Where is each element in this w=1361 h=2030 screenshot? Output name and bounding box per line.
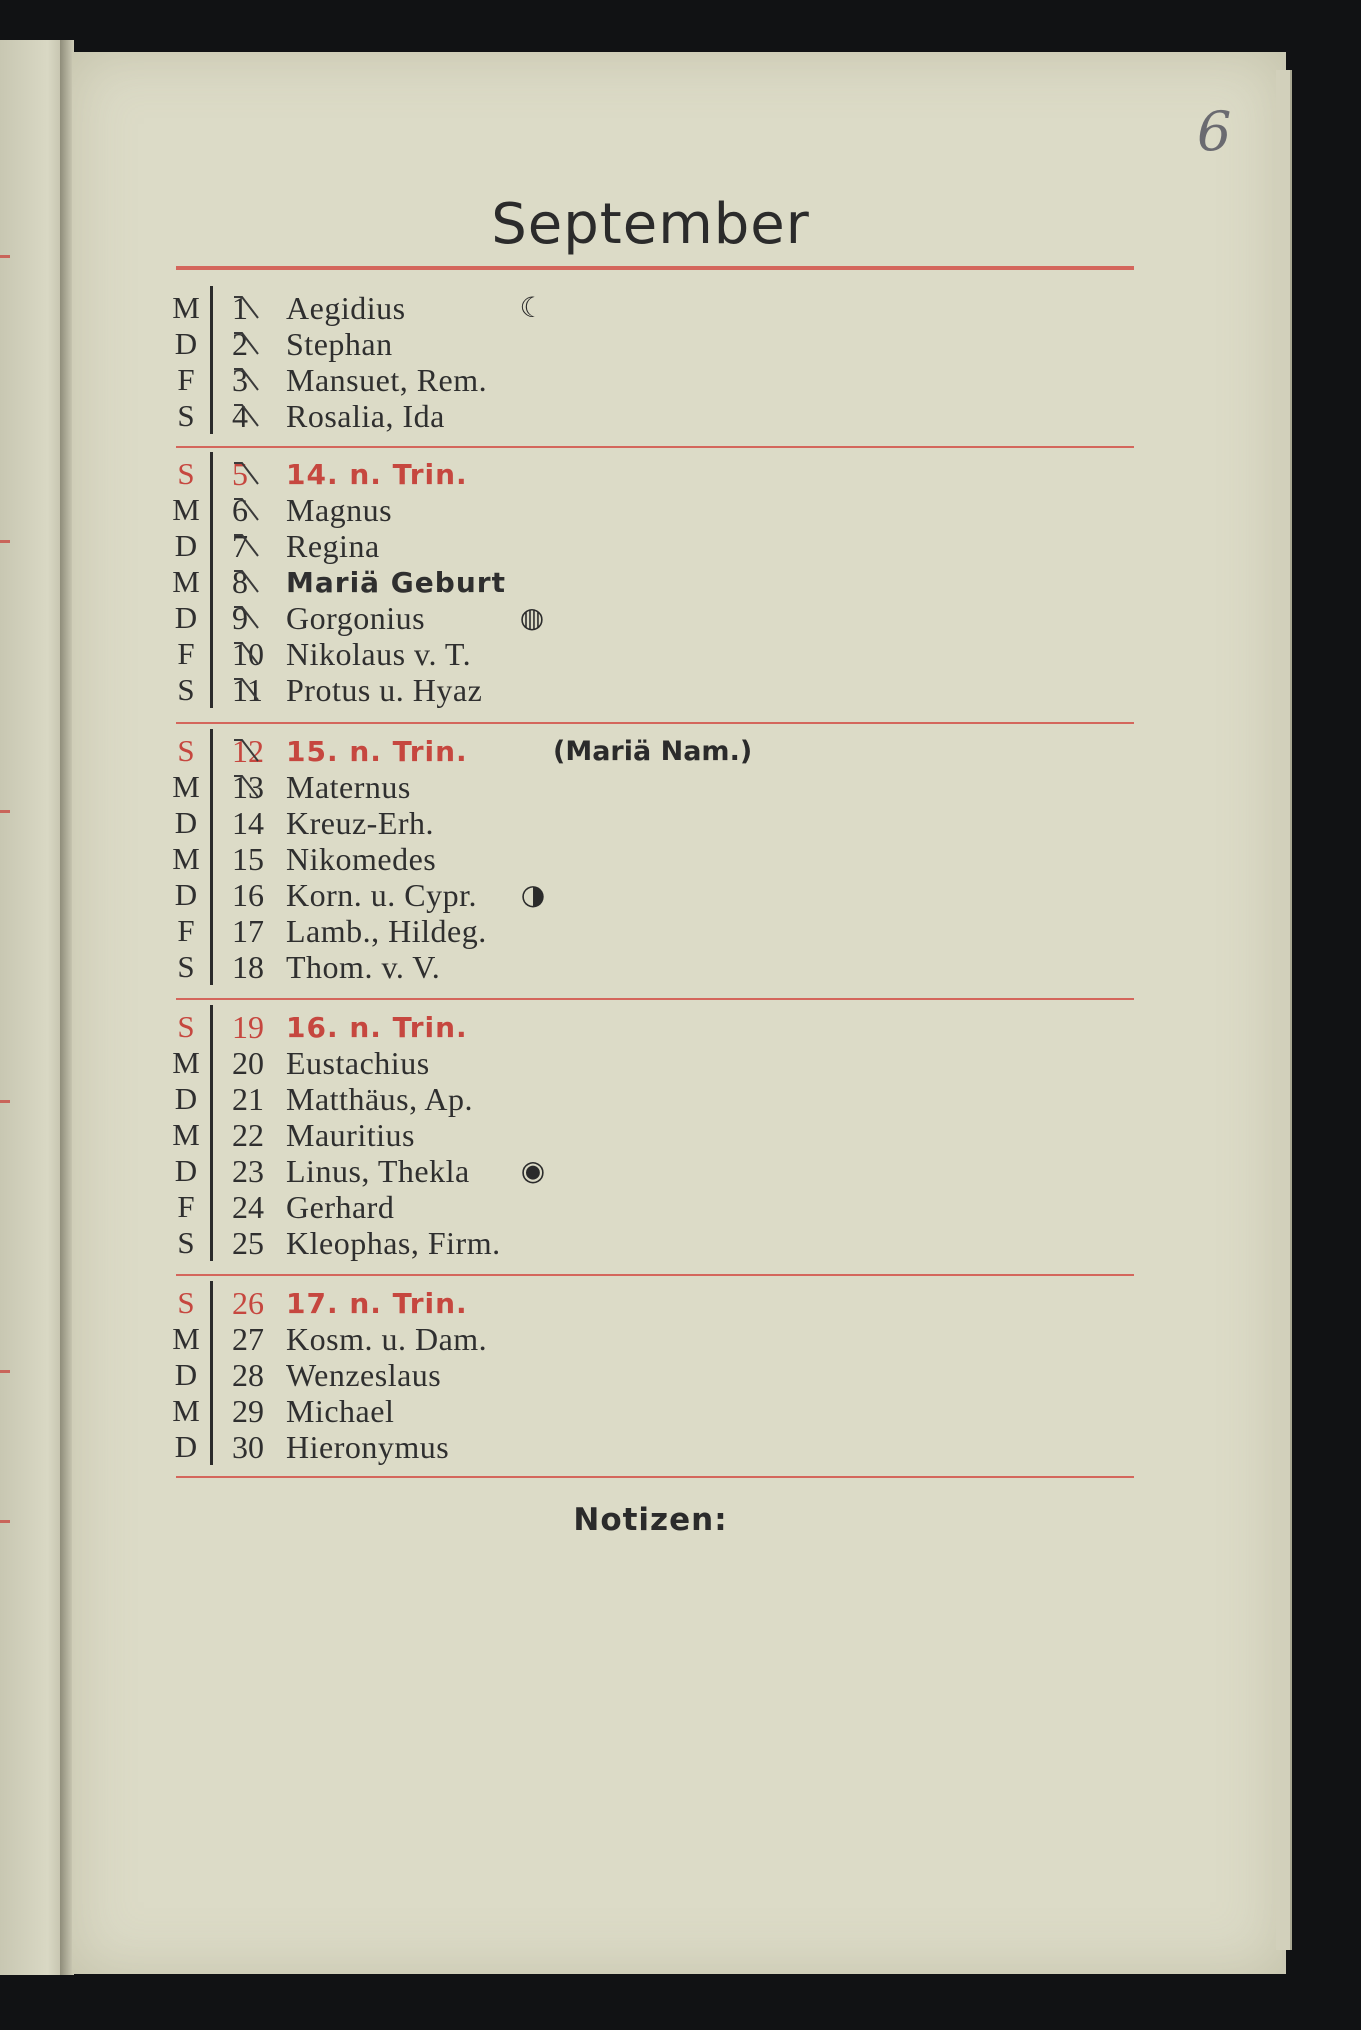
- weekday-letter: S: [177, 949, 195, 984]
- day-row: [0, 769, 1000, 805]
- day-number: 9: [232, 599, 248, 636]
- day-row: [0, 492, 1000, 528]
- day-number: 1: [232, 289, 248, 326]
- day-row: [0, 1045, 1000, 1081]
- day-row: [0, 636, 1000, 672]
- day-number: 7: [232, 527, 248, 564]
- saint-name: Nikolaus v. T.: [286, 635, 472, 672]
- pencil-strike-mark: [232, 330, 262, 356]
- day-row: [0, 528, 1000, 564]
- pencil-strike-mark: [232, 737, 262, 763]
- day-number: 22: [232, 1116, 264, 1153]
- saint-name: Gorgonius: [286, 599, 426, 636]
- day-number: 4: [232, 397, 248, 434]
- weekday-letter: D: [174, 1153, 198, 1188]
- saint-name: 16. n. Trin.: [286, 1010, 468, 1044]
- saint-name: Mauritius: [286, 1116, 415, 1153]
- saint-name: Mansuet, Rem.: [286, 361, 488, 398]
- day-number: 14: [232, 804, 264, 841]
- saint-name: Matthäus, Ap.: [286, 1080, 473, 1117]
- day-number: 10: [232, 635, 264, 672]
- day-number: 25: [232, 1224, 264, 1261]
- feast-note: (Mariä Nam.): [553, 735, 753, 767]
- day-row: [0, 805, 1000, 841]
- weekday-letter: F: [177, 1189, 195, 1224]
- saint-name: Protus u. Hyaz: [286, 671, 483, 708]
- day-row: [0, 1153, 1000, 1189]
- day-number: 13: [232, 768, 264, 805]
- weekday-letter: S: [177, 733, 195, 768]
- day-row: [0, 1081, 1000, 1117]
- weekday-letter: M: [172, 290, 200, 325]
- pencil-strike-mark: [232, 460, 262, 486]
- saint-name: Linus, Thekla: [286, 1152, 470, 1189]
- full-moon-icon: ◉: [520, 1154, 546, 1187]
- saint-name: Gerhard: [286, 1188, 395, 1225]
- week-separator: [176, 1274, 1134, 1276]
- day-number: 24: [232, 1188, 264, 1225]
- day-row: [0, 1189, 1000, 1225]
- weekday-letter: M: [172, 492, 200, 527]
- saint-name: Regina: [286, 527, 380, 564]
- pencil-strike-mark: [232, 773, 262, 799]
- saint-name: Stephan: [286, 325, 393, 362]
- day-row: [0, 841, 1000, 877]
- saint-name: Kreuz-Erh.: [286, 804, 435, 841]
- weekday-letter: D: [174, 1357, 198, 1392]
- saint-name: Rosalia, Ida: [286, 397, 445, 434]
- page-stack-edge: [1276, 70, 1292, 1950]
- day-row: [0, 672, 1000, 708]
- notes-label: Notizen:: [573, 1502, 728, 1538]
- first-quarter-moon-icon: ◑: [520, 878, 546, 911]
- day-row: [0, 290, 1000, 326]
- day-row: [0, 326, 1000, 362]
- day-row: [0, 1393, 1000, 1429]
- weekday-letter: M: [172, 841, 200, 876]
- day-row: [0, 949, 1000, 985]
- day-number: 27: [232, 1320, 264, 1357]
- day-number: 5: [232, 455, 248, 492]
- saint-name: Maternus: [286, 768, 411, 805]
- saint-name: Thom. v. V.: [286, 948, 441, 985]
- weekday-letter: S: [177, 672, 195, 707]
- saint-name: 14. n. Trin.: [286, 457, 468, 491]
- saint-name: Korn. u. Cypr.: [286, 876, 477, 913]
- weekday-letter: D: [174, 600, 198, 635]
- weekday-letter: S: [177, 398, 195, 433]
- day-number: 16: [232, 876, 264, 913]
- day-row: [0, 600, 1000, 636]
- saint-name: Aegidius: [286, 289, 406, 326]
- day-number: 20: [232, 1044, 264, 1081]
- pencil-strike-mark: [232, 496, 262, 522]
- day-number: 21: [232, 1080, 264, 1117]
- saint-name: Nikomedes: [286, 840, 437, 877]
- week-separator: [176, 998, 1134, 1000]
- pencil-strike-mark: [232, 532, 262, 558]
- pencil-strike-mark: [232, 640, 262, 666]
- saint-name: Michael: [286, 1392, 395, 1429]
- weekday-letter: D: [174, 877, 198, 912]
- weekday-letter: S: [177, 1225, 195, 1260]
- weekday-letter: M: [172, 769, 200, 804]
- weekday-letter: S: [177, 1285, 195, 1320]
- day-row: [0, 1117, 1000, 1153]
- week-separator: [176, 1476, 1134, 1478]
- saint-name: Kleophas, Firm.: [286, 1224, 501, 1261]
- pencil-strike-mark: [232, 402, 262, 428]
- day-number: 6: [232, 491, 248, 528]
- day-row: [0, 1009, 1000, 1045]
- day-row: [0, 564, 1000, 600]
- weekday-letter: S: [177, 1009, 195, 1044]
- day-row: [0, 398, 1000, 434]
- weekday-letter: M: [172, 1321, 200, 1356]
- weekday-letter: D: [174, 1429, 198, 1464]
- day-row: [0, 362, 1000, 398]
- weekday-letter: D: [174, 528, 198, 563]
- day-number: 12: [232, 732, 264, 769]
- weekday-letter: M: [172, 1045, 200, 1080]
- saint-name: Hieronymus: [286, 1428, 450, 1465]
- new-moon-icon: ◍: [519, 601, 545, 634]
- weekday-letter: M: [172, 1393, 200, 1428]
- day-number: 26: [232, 1284, 264, 1321]
- day-number: 29: [232, 1392, 264, 1429]
- weekday-letter: F: [177, 636, 195, 671]
- day-number: 30: [232, 1428, 264, 1465]
- day-row: [0, 1429, 1000, 1465]
- weekday-letter: F: [177, 913, 195, 948]
- day-row: [0, 456, 1000, 492]
- weekday-letter: D: [174, 326, 198, 361]
- weekday-letter: D: [174, 1081, 198, 1116]
- saint-name: Wenzeslaus: [286, 1356, 442, 1393]
- day-row: [0, 1225, 1000, 1261]
- week-separator: [176, 446, 1134, 448]
- pencil-strike-mark: [232, 294, 262, 320]
- day-number: 17: [232, 912, 264, 949]
- handwritten-page-number: 6: [1197, 100, 1232, 163]
- pencil-strike-mark: [232, 604, 262, 630]
- month-title: September: [491, 192, 810, 257]
- day-number: 8: [232, 563, 248, 600]
- saint-name: 17. n. Trin.: [286, 1286, 468, 1320]
- day-number: 23: [232, 1152, 264, 1189]
- weekday-letter: M: [172, 564, 200, 599]
- weekday-letter: D: [174, 805, 198, 840]
- header-rule: [176, 266, 1134, 270]
- day-row: [0, 733, 1000, 769]
- pencil-strike-mark: [232, 568, 262, 594]
- weekday-letter: F: [177, 362, 195, 397]
- day-row: [0, 1357, 1000, 1393]
- saint-name: 15. n. Trin.: [286, 734, 468, 768]
- day-row: [0, 1321, 1000, 1357]
- day-number: 3: [232, 361, 248, 398]
- saint-name: Magnus: [286, 491, 393, 528]
- saint-name: Kosm. u. Dam.: [286, 1320, 488, 1357]
- weekday-letter: M: [172, 1117, 200, 1152]
- last-quarter-moon-icon: ☾: [519, 291, 545, 324]
- day-number: 28: [232, 1356, 264, 1393]
- day-row: [0, 877, 1000, 913]
- weekday-letter: S: [177, 456, 195, 491]
- day-number: 2: [232, 325, 248, 362]
- day-row: [0, 913, 1000, 949]
- day-number: 19: [232, 1008, 264, 1045]
- week-separator: [176, 722, 1134, 724]
- day-row: [0, 1285, 1000, 1321]
- saint-name: Lamb., Hildeg.: [286, 912, 487, 949]
- pencil-strike-mark: [232, 676, 262, 702]
- saint-name: Eustachius: [286, 1044, 430, 1081]
- saint-name: Mariä Geburt: [286, 565, 506, 599]
- day-number: 18: [232, 948, 264, 985]
- pencil-strike-mark: [232, 366, 262, 392]
- day-number: 11: [232, 671, 263, 708]
- day-number: 15: [232, 840, 264, 877]
